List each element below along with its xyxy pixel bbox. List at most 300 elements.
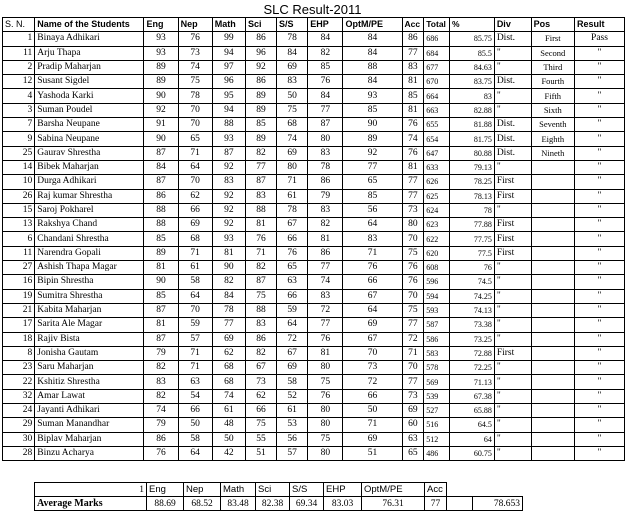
cell-sci: 88	[246, 203, 277, 217]
cell-pos	[531, 332, 574, 346]
cell-nep: 65	[178, 132, 212, 146]
cell-ehp: 83	[308, 146, 343, 160]
cell-div: Dist.	[494, 118, 531, 132]
cell-sn: 1	[3, 32, 35, 46]
cell-optm: 77	[343, 160, 402, 174]
cell-acc: 77	[402, 46, 424, 60]
average-values-row	[35, 497, 523, 511]
cell-optm: 66	[343, 275, 402, 289]
cell-ss: 67	[277, 346, 308, 360]
cell-total: 664	[424, 89, 450, 103]
table-row	[3, 446, 625, 460]
cell-percent: 85.75	[449, 32, 494, 46]
cell-sci: 71	[246, 246, 277, 260]
average-index: 1	[35, 483, 147, 497]
cell-pos: Fourth	[531, 75, 574, 89]
cell-optm: 64	[343, 218, 402, 232]
cell-div: "	[494, 389, 531, 403]
cell-nep: 63	[178, 375, 212, 389]
table-row	[3, 275, 625, 289]
cell-eng: 87	[144, 303, 178, 317]
cell-ss: 52	[277, 389, 308, 403]
cell-total: 512	[424, 432, 450, 446]
cell-nep: 62	[178, 189, 212, 203]
cell-optm: 65	[343, 175, 402, 189]
cell-optm: 76	[343, 261, 402, 275]
cell-total: 655	[424, 118, 450, 132]
table-row	[3, 146, 625, 160]
cell-result: "	[574, 275, 624, 289]
cell-sn: 13	[3, 218, 35, 232]
cell-sn: 12	[3, 75, 35, 89]
cell-result: "	[574, 132, 624, 146]
cell-result: "	[574, 60, 624, 74]
cell-total: 625	[424, 189, 450, 203]
table-row	[3, 432, 625, 446]
cell-sn: 27	[3, 261, 35, 275]
avg-ehp: 83.03	[324, 497, 362, 511]
cell-ss: 69	[277, 60, 308, 74]
table-row	[3, 418, 625, 432]
cell-div: "	[494, 289, 531, 303]
table-row	[3, 303, 625, 317]
cell-name: Yashoda Karki	[35, 89, 144, 103]
table-row	[3, 218, 625, 232]
cell-result: "	[574, 218, 624, 232]
cell-nep: 57	[178, 332, 212, 346]
cell-eng: 87	[144, 175, 178, 189]
cell-result: "	[574, 89, 624, 103]
cell-math: 50	[212, 432, 245, 446]
cell-ehp: 82	[308, 218, 343, 232]
cell-optm: 66	[343, 389, 402, 403]
cell-div: "	[494, 103, 531, 117]
cell-ehp: 84	[308, 89, 343, 103]
cell-ehp: 75	[308, 432, 343, 446]
header-optm: OptM/PE	[343, 18, 402, 32]
cell-div: "	[494, 275, 531, 289]
cell-math: 68	[212, 375, 245, 389]
cell-nep: 59	[178, 318, 212, 332]
cell-pos	[531, 189, 574, 203]
cell-ehp: 80	[308, 446, 343, 460]
header-math: Math	[212, 18, 245, 32]
cell-name: Raj kumar Shrestha	[35, 189, 144, 203]
cell-percent: 77.75	[449, 232, 494, 246]
table-row	[3, 118, 625, 132]
header-percent: %	[449, 18, 494, 32]
cell-result: "	[574, 160, 624, 174]
cell-result: "	[574, 318, 624, 332]
cell-optm: 67	[343, 289, 402, 303]
cell-total: 626	[424, 175, 450, 189]
cell-sn: 7	[3, 118, 35, 132]
header-row	[3, 18, 625, 32]
cell-total: 663	[424, 103, 450, 117]
cell-nep: 64	[178, 289, 212, 303]
cell-div: "	[494, 446, 531, 460]
cell-pos: Sixth	[531, 103, 574, 117]
cell-name: Ashish Thapa Magar	[35, 261, 144, 275]
cell-name: Bibek Maharjan	[35, 160, 144, 174]
cell-result: "	[574, 261, 624, 275]
cell-percent: 81.88	[449, 118, 494, 132]
cell-total: 624	[424, 203, 450, 217]
cell-acc: 74	[402, 132, 424, 146]
cell-ss: 71	[277, 175, 308, 189]
cell-math: 84	[212, 289, 245, 303]
cell-ehp: 76	[308, 75, 343, 89]
cell-pos: Fifth	[531, 89, 574, 103]
cell-sn: 30	[3, 432, 35, 446]
cell-name: Suman Poudel	[35, 103, 144, 117]
cell-ss: 57	[277, 446, 308, 460]
cell-ehp: 83	[308, 203, 343, 217]
cell-sci: 86	[246, 75, 277, 89]
cell-ehp: 79	[308, 189, 343, 203]
cell-result: "	[574, 203, 624, 217]
cell-sn: 19	[3, 289, 35, 303]
cell-acc: 65	[402, 446, 424, 460]
cell-div: "	[494, 160, 531, 174]
cell-percent: 71.13	[449, 375, 494, 389]
cell-optm: 84	[343, 32, 402, 46]
avg-header-acc: Acc	[425, 483, 447, 497]
cell-result: "	[574, 189, 624, 203]
header-ss: S/S	[277, 18, 308, 32]
cell-name: Sabina Neupane	[35, 132, 144, 146]
table-row	[3, 289, 625, 303]
cell-acc: 83	[402, 60, 424, 74]
average-table	[34, 482, 523, 511]
cell-ehp: 80	[308, 361, 343, 375]
cell-result: "	[574, 332, 624, 346]
results-table	[2, 17, 625, 461]
avg-acc: 77	[425, 497, 447, 511]
cell-sn: 9	[3, 132, 35, 146]
header-nep: Nep	[178, 18, 212, 32]
cell-acc: 77	[402, 189, 424, 203]
cell-acc: 70	[402, 289, 424, 303]
cell-result: "	[574, 432, 624, 446]
cell-sn: 25	[3, 146, 35, 160]
cell-eng: 87	[144, 332, 178, 346]
cell-sci: 67	[246, 361, 277, 375]
cell-sn: 16	[3, 275, 35, 289]
avg-header-nep: Nep	[184, 483, 221, 497]
cell-pos	[531, 232, 574, 246]
table-row	[3, 132, 625, 146]
cell-result: "	[574, 446, 624, 460]
cell-sci: 89	[246, 132, 277, 146]
cell-ehp: 86	[308, 175, 343, 189]
average-header-row	[35, 483, 523, 497]
cell-ehp: 77	[308, 318, 343, 332]
cell-ehp: 80	[308, 132, 343, 146]
cell-name: Biplav Maharjan	[35, 432, 144, 446]
cell-ss: 65	[277, 261, 308, 275]
cell-sn: 22	[3, 375, 35, 389]
cell-math: 93	[212, 132, 245, 146]
cell-sci: 89	[246, 89, 277, 103]
table-row	[3, 346, 625, 360]
cell-total: 583	[424, 346, 450, 360]
cell-percent: 78.25	[449, 175, 494, 189]
cell-name: Durga Adhikari	[35, 175, 144, 189]
cell-name: Rakshya Chand	[35, 218, 144, 232]
table-row	[3, 46, 625, 60]
cell-optm: 64	[343, 303, 402, 317]
cell-total: 620	[424, 246, 450, 260]
cell-name: Pradip Maharjan	[35, 60, 144, 74]
cell-name: Arju Thapa	[35, 46, 144, 60]
cell-pos	[531, 389, 574, 403]
cell-pos: Eighth	[531, 132, 574, 146]
cell-sci: 85	[246, 118, 277, 132]
cell-optm: 67	[343, 332, 402, 346]
cell-result: "	[574, 118, 624, 132]
cell-pos: Second	[531, 46, 574, 60]
cell-sn: 17	[3, 318, 35, 332]
cell-nep: 71	[178, 361, 212, 375]
cell-sci: 82	[246, 146, 277, 160]
cell-sci: 88	[246, 303, 277, 317]
cell-acc: 69	[402, 404, 424, 418]
cell-ehp: 74	[308, 275, 343, 289]
cell-acc: 77	[402, 375, 424, 389]
cell-total: 539	[424, 389, 450, 403]
cell-nep: 70	[178, 303, 212, 317]
cell-acc: 70	[402, 232, 424, 246]
cell-div: Dist.	[494, 146, 531, 160]
cell-ss: 84	[277, 46, 308, 60]
cell-nep: 69	[178, 218, 212, 232]
cell-eng: 93	[144, 32, 178, 46]
cell-sci: 73	[246, 375, 277, 389]
cell-result: Pass	[574, 32, 624, 46]
cell-pos	[531, 303, 574, 317]
cell-ss: 66	[277, 232, 308, 246]
cell-eng: 85	[144, 289, 178, 303]
cell-pos	[531, 175, 574, 189]
avg-header-ehp: EHP	[324, 483, 362, 497]
cell-ss: 63	[277, 275, 308, 289]
cell-ss: 59	[277, 303, 308, 317]
cell-pos	[531, 404, 574, 418]
cell-acc: 71	[402, 346, 424, 360]
cell-optm: 92	[343, 146, 402, 160]
cell-result: "	[574, 103, 624, 117]
cell-ehp: 81	[308, 346, 343, 360]
cell-ehp: 84	[308, 32, 343, 46]
cell-eng: 90	[144, 132, 178, 146]
table-row	[3, 261, 625, 275]
header-result: Result	[574, 18, 624, 32]
cell-pos	[531, 261, 574, 275]
cell-ehp: 80	[308, 404, 343, 418]
cell-acc: 70	[402, 361, 424, 375]
avg-optm: 76.31	[362, 497, 425, 511]
cell-percent: 83.75	[449, 75, 494, 89]
cell-pos: Nineth	[531, 146, 574, 160]
cell-div: "	[494, 46, 531, 60]
table-row	[3, 375, 625, 389]
avg-header-optm: OptM/PE	[362, 483, 425, 497]
cell-div: Dist.	[494, 32, 531, 46]
cell-percent: 80.88	[449, 146, 494, 160]
cell-percent: 78	[449, 203, 494, 217]
cell-optm: 84	[343, 75, 402, 89]
cell-pos: Seventh	[531, 118, 574, 132]
cell-acc: 76	[402, 275, 424, 289]
table-row	[3, 75, 625, 89]
cell-sn: 28	[3, 446, 35, 460]
cell-nep: 66	[178, 203, 212, 217]
cell-sn: 6	[3, 232, 35, 246]
cell-sci: 66	[246, 404, 277, 418]
cell-math: 68	[212, 361, 245, 375]
cell-sci: 62	[246, 389, 277, 403]
cell-nep: 58	[178, 275, 212, 289]
cell-math: 94	[212, 103, 245, 117]
cell-ss: 50	[277, 89, 308, 103]
cell-acc: 80	[402, 218, 424, 232]
cell-div: "	[494, 261, 531, 275]
cell-sn: 11	[3, 246, 35, 260]
cell-optm: 90	[343, 118, 402, 132]
header-name: Name of the Students	[35, 18, 144, 32]
cell-percent: 83	[449, 89, 494, 103]
cell-percent: 72.25	[449, 361, 494, 375]
cell-math: 92	[212, 203, 245, 217]
cell-eng: 81	[144, 318, 178, 332]
cell-sci: 82	[246, 346, 277, 360]
cell-div: "	[494, 318, 531, 332]
table-row	[3, 361, 625, 375]
cell-nep: 76	[178, 32, 212, 46]
cell-ehp: 76	[308, 332, 343, 346]
cell-sn: 11	[3, 46, 35, 60]
cell-pos	[531, 346, 574, 360]
cell-ehp: 85	[308, 60, 343, 74]
cell-math: 77	[212, 318, 245, 332]
table-row	[3, 246, 625, 260]
cell-percent: 85.5	[449, 46, 494, 60]
cell-ss: 66	[277, 289, 308, 303]
cell-math: 82	[212, 275, 245, 289]
cell-total: 527	[424, 404, 450, 418]
cell-math: 96	[212, 75, 245, 89]
cell-sn: 18	[3, 332, 35, 346]
cell-name: Narendra Gopali	[35, 246, 144, 260]
cell-ss: 72	[277, 332, 308, 346]
cell-optm: 56	[343, 203, 402, 217]
cell-nep: 70	[178, 118, 212, 132]
cell-nep: 73	[178, 46, 212, 60]
cell-math: 99	[212, 32, 245, 46]
cell-ehp: 87	[308, 118, 343, 132]
cell-div: "	[494, 89, 531, 103]
cell-nep: 70	[178, 103, 212, 117]
cell-optm: 89	[343, 132, 402, 146]
cell-acc: 72	[402, 332, 424, 346]
cell-sn: 10	[3, 175, 35, 189]
cell-sn: 21	[3, 303, 35, 317]
cell-acc: 81	[402, 75, 424, 89]
avg-ss: 69.34	[290, 497, 324, 511]
cell-nep: 74	[178, 60, 212, 74]
cell-pos	[531, 160, 574, 174]
cell-div: "	[494, 404, 531, 418]
cell-name: Saroj Pokharel	[35, 203, 144, 217]
cell-ss: 78	[277, 203, 308, 217]
cell-eng: 82	[144, 389, 178, 403]
avg-math: 83.48	[221, 497, 256, 511]
cell-ss: 69	[277, 146, 308, 160]
cell-ehp: 80	[308, 418, 343, 432]
cell-nep: 68	[178, 232, 212, 246]
cell-total: 596	[424, 275, 450, 289]
table-row	[3, 203, 625, 217]
cell-result: "	[574, 375, 624, 389]
cell-nep: 54	[178, 389, 212, 403]
cell-total: 578	[424, 361, 450, 375]
table-row	[3, 389, 625, 403]
cell-ss: 83	[277, 75, 308, 89]
cell-name: Barsha Neupane	[35, 118, 144, 132]
cell-percent: 78.13	[449, 189, 494, 203]
cell-optm: 85	[343, 103, 402, 117]
cell-total: 647	[424, 146, 450, 160]
cell-sn: 24	[3, 404, 35, 418]
cell-percent: 84.63	[449, 60, 494, 74]
cell-total: 587	[424, 318, 450, 332]
cell-sn: 23	[3, 361, 35, 375]
cell-math: 69	[212, 332, 245, 346]
cell-result: "	[574, 303, 624, 317]
cell-ss: 74	[277, 132, 308, 146]
cell-eng: 89	[144, 75, 178, 89]
cell-pos	[531, 432, 574, 446]
cell-sci: 83	[246, 318, 277, 332]
cell-nep: 64	[178, 446, 212, 460]
cell-eng: 83	[144, 375, 178, 389]
cell-math: 83	[212, 175, 245, 189]
cell-sci: 81	[246, 218, 277, 232]
cell-total: 593	[424, 303, 450, 317]
cell-result: "	[574, 46, 624, 60]
table-row	[3, 332, 625, 346]
cell-optm: 71	[343, 418, 402, 432]
avg-eng: 88.69	[147, 497, 184, 511]
cell-ehp: 72	[308, 303, 343, 317]
cell-ehp: 81	[308, 232, 343, 246]
table-row	[3, 189, 625, 203]
cell-ss: 69	[277, 361, 308, 375]
cell-acc: 75	[402, 246, 424, 260]
cell-eng: 92	[144, 103, 178, 117]
cell-math: 93	[212, 232, 245, 246]
cell-eng: 89	[144, 246, 178, 260]
cell-acc: 73	[402, 389, 424, 403]
cell-nep: 75	[178, 75, 212, 89]
cell-div: "	[494, 361, 531, 375]
cell-total: 633	[424, 160, 450, 174]
cell-optm: 50	[343, 404, 402, 418]
cell-math: 74	[212, 389, 245, 403]
cell-percent: 77.5	[449, 246, 494, 260]
cell-total: 622	[424, 232, 450, 246]
